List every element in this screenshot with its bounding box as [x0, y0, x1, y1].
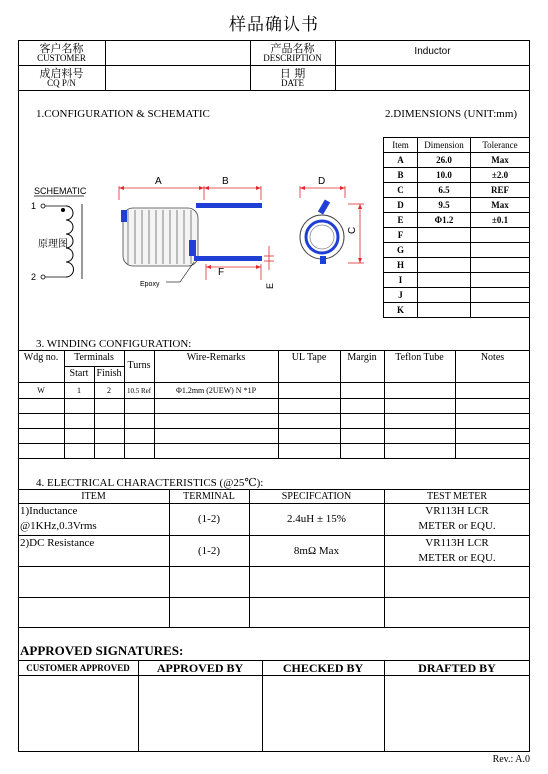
product-label-en: DESCRIPTION [263, 53, 322, 63]
col-meter: TEST METER [426, 491, 488, 502]
approved-by-label: APPROVED BY [156, 661, 244, 675]
dimensions-table [383, 137, 530, 318]
revision-label: Rev.: A.0 [492, 754, 530, 765]
configuration-diagram [18, 170, 380, 300]
col-finish: Finish [96, 368, 122, 379]
dim-e-label: E [265, 282, 275, 289]
col-ul: UL Tape [291, 352, 327, 363]
epoxy-label: Epoxy [140, 281, 160, 288]
finish-value: 2 [107, 386, 111, 395]
col-turns: Turns [127, 360, 151, 371]
product-value: Inductor [414, 46, 451, 57]
dcr-meter-a: VR113H LCR [425, 537, 489, 549]
col-notes: Notes [480, 352, 505, 363]
inductance-spec: 2.4uH ± 15% [287, 513, 346, 525]
col-terminals: Terminals [74, 352, 114, 363]
table-row: A 26.0 Max [384, 153, 530, 168]
dim-c-label: C [347, 226, 358, 234]
dcr-spec: 8mΩ Max [293, 545, 340, 557]
table-row: H [384, 258, 530, 273]
table-row: C 6.5 REF [384, 183, 530, 198]
dim-f-label: F [218, 267, 225, 278]
dim-d-label: D [318, 176, 326, 187]
wdg-value: W [37, 386, 45, 395]
turns-value: 10.5 Ref [126, 387, 152, 395]
inductance-meter-b: METER or EQU. [418, 520, 496, 532]
customer-label-en: CUSTOMER [37, 53, 86, 63]
date-label-cn: 日 期 [279, 67, 306, 80]
pin2-label: 2 [31, 272, 37, 282]
wire-value: Φ1.2mm (2UEW) N *1P [175, 386, 257, 395]
table-row: B 10.0 ±2.0 [384, 168, 530, 183]
cq-label-en: CQ P/N [47, 78, 76, 88]
table-row: J [384, 288, 530, 303]
signatures-title: APPROVED SIGNATURES: [20, 643, 184, 658]
dim-header-item: Item [384, 138, 418, 153]
table-row: I [384, 273, 530, 288]
col-start: Start [69, 368, 89, 379]
schematic-cn-label: 原理图 [38, 239, 68, 250]
section2-title: 2.DIMENSIONS (UNIT:mm) [385, 108, 518, 120]
inductance-meter-a: VR113H LCR [425, 505, 489, 517]
inductance-terminal: (1-2) [198, 513, 220, 525]
dim-header-dimension: Dimension [418, 138, 471, 153]
section4-title: 4. ELECTRICAL CHARACTERISTICS (@25℃): [36, 477, 264, 489]
table-row: G [384, 243, 530, 258]
table-row: D 9.5 Max [384, 198, 530, 213]
drafted-by-label: DRAFTED BY [418, 661, 496, 675]
table-row: E Φ1.2 ±0.1 [384, 213, 530, 228]
schematic-label: SCHEMATIC [34, 186, 87, 196]
inductance-item: 1)Inductance [20, 505, 78, 517]
col-margin: Margin [347, 352, 377, 363]
product-label-cn: 产品名称 [270, 42, 315, 55]
dim-b-label: B [222, 176, 229, 187]
customer-label-cn: 客户名称 [39, 42, 84, 55]
col-wire: Wire-Remarks [186, 352, 246, 363]
section3-title: 3. WINDING CONFIGURATION: [36, 338, 192, 350]
dim-header-row [384, 138, 530, 153]
checked-by-label: CHECKED BY [282, 661, 364, 675]
dcr-item: 2)DC Resistance [20, 537, 95, 549]
section1-title: 1.CONFIGURATION & SCHEMATIC [36, 108, 210, 120]
dim-header-tolerance: Tolerance [471, 138, 530, 153]
dcr-terminal: (1-2) [198, 545, 220, 557]
header-bottom [18, 90, 530, 91]
inductance-condition: @1KHz,0.3Vrms [20, 520, 97, 532]
col-teflon: Teflon Tube [395, 352, 444, 363]
col-wdg: Wdg no. [23, 352, 59, 363]
customer-approved-label: CUSTOMER APPROVED [26, 663, 130, 673]
table-row: F [384, 228, 530, 243]
col-spec: SPECIFCATION [281, 491, 352, 502]
col-terminal: TERMINAL [183, 491, 235, 502]
start-value: 1 [77, 386, 81, 395]
dim-a-label: A [155, 176, 162, 187]
table-row: K [384, 303, 530, 318]
cq-label-cn: 成启料号 [39, 67, 84, 80]
dcr-meter-b: METER or EQU. [418, 552, 496, 564]
pin1-label: 1 [31, 201, 37, 211]
col-item: ITEM [81, 491, 106, 502]
page-title: 样品确认书 [229, 15, 319, 35]
date-label-en: DATE [281, 78, 304, 88]
